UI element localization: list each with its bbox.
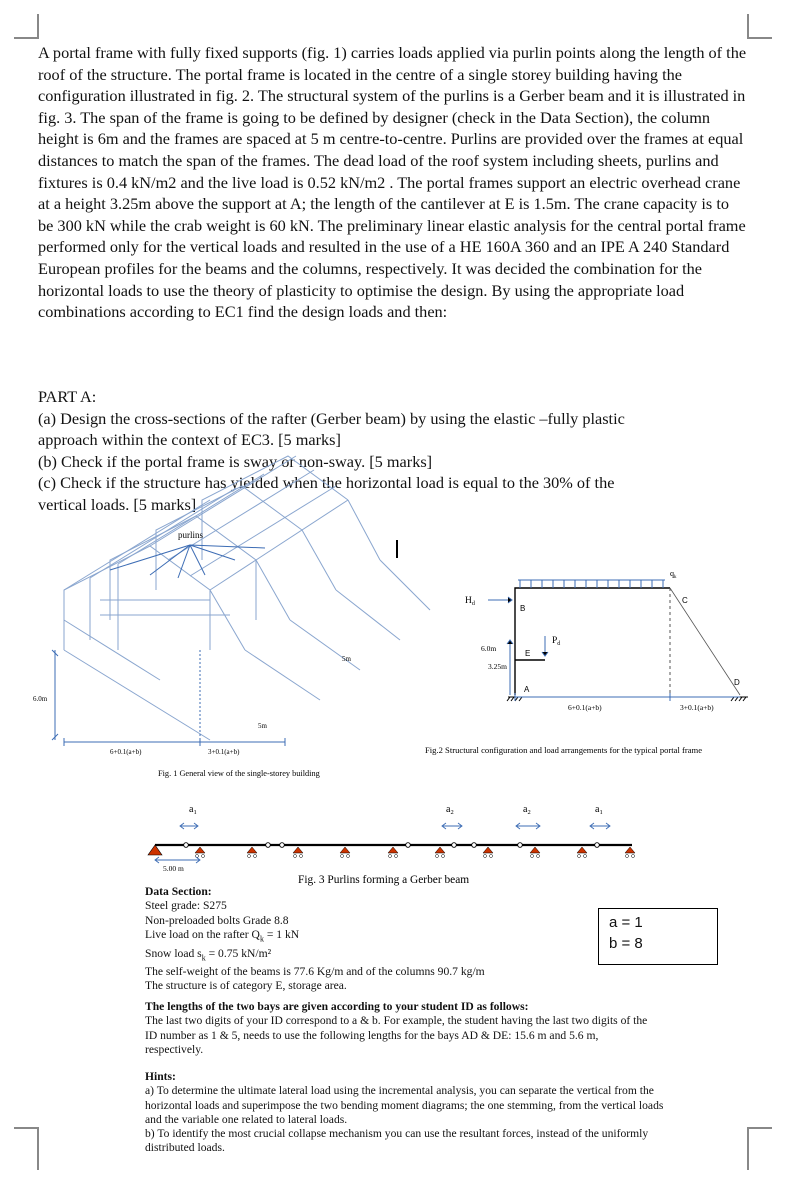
b-value: b = 8 bbox=[609, 935, 643, 952]
fig3-roller-supports bbox=[195, 847, 635, 858]
bay-lengths-title: The lengths of the two bays are given according to your student ID as follows: bbox=[145, 1000, 529, 1013]
hints-section bbox=[145, 1070, 665, 1156]
part-a-item-b: (b) Check if the portal frame is sway or non-sway. [5 marks] bbox=[38, 451, 433, 471]
fig2-b-label: B bbox=[520, 604, 526, 613]
part-a-heading: PART A: bbox=[38, 387, 97, 406]
fig2-a-label: A bbox=[524, 685, 530, 694]
bay-lengths-text: The last two digits of your ID correspond to a & b. For example, the student having the last two digits of the ID number as 1 & 5, needs to use the following lengths for the bays AD & DE: 15.6 m and 5.6 m, respectively. bbox=[145, 1014, 648, 1056]
data-bolts: Non-preloaded bolts Grade 8.8 bbox=[145, 913, 289, 927]
fig1-caption: Fig. 1 General view of the single-storey building bbox=[158, 769, 320, 778]
fig2-h2-label: 3.25m bbox=[488, 662, 507, 671]
ab-values-box bbox=[598, 908, 718, 965]
fig1-purlins-label: purlins bbox=[178, 530, 204, 540]
data-section-title: Data Section: bbox=[145, 885, 212, 898]
hint-a: a) To determine the ultimate lateral load using the incremental analysis, you can separate the vertical from the horizontal loads and superimpose the two bending moment diagrams; the one stemming, from the vertical loads and the variable one related to lateral loads. bbox=[145, 1084, 664, 1126]
fig2-pd-label: $P_d$ bbox=[552, 636, 561, 647]
fig3-pin-support bbox=[148, 845, 162, 855]
fig3-a2-left: $a_2$ bbox=[446, 804, 454, 816]
hints-title: Hints: bbox=[145, 1070, 176, 1083]
fig2-qk-label: $q_k$ bbox=[670, 569, 677, 580]
part-a-item-a-line1: (a) Design the cross-sections of the rafter (Gerber beam) by using the elastic –fully plastic bbox=[38, 408, 625, 428]
fig2-c-label: C bbox=[682, 596, 688, 605]
data-snow-load: Snow load $s_k = 0.75$ kN/m² bbox=[145, 946, 272, 962]
fig1-span-left: 6+0.1(a+b) bbox=[110, 748, 142, 756]
part-a-item-c-line2: vertical loads. [5 marks] bbox=[38, 494, 197, 514]
fig3-a1-right: $a_1$ bbox=[595, 804, 603, 816]
fig3-a1-left: $a_1$ bbox=[189, 804, 197, 816]
a-value: a = 1 bbox=[609, 914, 643, 931]
fig3-spacing: 5.00 m bbox=[163, 864, 184, 873]
part-a-item-a-line2: approach within the context of EC3. [5 marks] bbox=[38, 430, 341, 450]
data-selfweight: The self-weight of the beams is 77.6 Kg/m and of the columns 90.7 kg/m bbox=[145, 965, 485, 979]
bay-lengths-section bbox=[145, 1000, 655, 1057]
fig1-depth-front: 5m bbox=[258, 722, 267, 730]
data-category: The structure is of category E, storage area. bbox=[145, 979, 347, 993]
data-steel: Steel grade: S275 bbox=[145, 899, 227, 913]
fig2-h1-label: 6.0m bbox=[481, 644, 497, 653]
part-a-item-c-line1: (c) Check if the structure has yielded when the horizontal load is equal to the 30% of the bbox=[38, 473, 615, 493]
fig1-span-right: 3+0.1(a+b) bbox=[208, 748, 240, 756]
fig2-hd-label: $H_d$ bbox=[465, 596, 475, 607]
fig2-span2-label: 3+0.1(a+b) bbox=[680, 703, 714, 712]
fig1-depth-right: 5m bbox=[342, 655, 351, 663]
fig2-d-label: D bbox=[734, 678, 740, 687]
data-live-load: Live load on the rafter $Q_k = 1$ kN bbox=[145, 927, 300, 944]
fig2-span1-label: 6+0.1(a+b) bbox=[568, 703, 602, 712]
fig2-caption: Fig.2 Structural configuration and load arrangements for the typical portal frame bbox=[425, 745, 703, 755]
fig3-a2-right: $a_2$ bbox=[523, 804, 531, 816]
hint-b: b) To identify the most crucial collapse mechanism you can use the resultant forces, instead of the uniformly distributed loads. bbox=[145, 1127, 649, 1155]
fig1-height-label: 6.0m bbox=[33, 695, 48, 703]
intro-text: A portal frame with fully fixed supports (fig. 1) carries loads applied via purlin points along the length of the roof of the structure. The portal frame is located in the centre of a single storey building having the configuration illustrated in fig. 2. The structural system of the purlins is a Gerber beam and it is illustrated in fig. 3. The span of the frame is going to be defined by designer (check in the Data Section), the column height is 6m and the frames are spaced at 5 m centre-to-centre. Purlins are provided over the frames at equal distances to match the span of the frames. The dead load of the roof system including sheets, purlins and fixtures is 0.4 kN/m2 and the live load is 0.52 kN/m2 . The portal frames support an electric overhead crane at a height 3.25m above the support at A; the length of the cantilever at E is 1.5m. The crane capacity is to be 300 kN while the crab weight is 60 kN. The preliminary linear elastic analysis for the central portal frame performed only for the vertical loads and resulted in the use of a HE 160A 360 and an IPE A 240 Standard European profiles for the beams and the columns, respectively. It was decided the combination for the horizontal loads to use the theory of plasticity to optimise the design. By using the appropriate load combinations according to EC1 find the design loads and then: bbox=[38, 43, 747, 322]
fig2-e-label: E bbox=[525, 649, 531, 658]
data-section bbox=[145, 885, 645, 994]
fig3-caption: Fig. 3 Purlins forming a Gerber beam bbox=[298, 874, 470, 886]
fig3-dim-arrows bbox=[155, 823, 610, 863]
